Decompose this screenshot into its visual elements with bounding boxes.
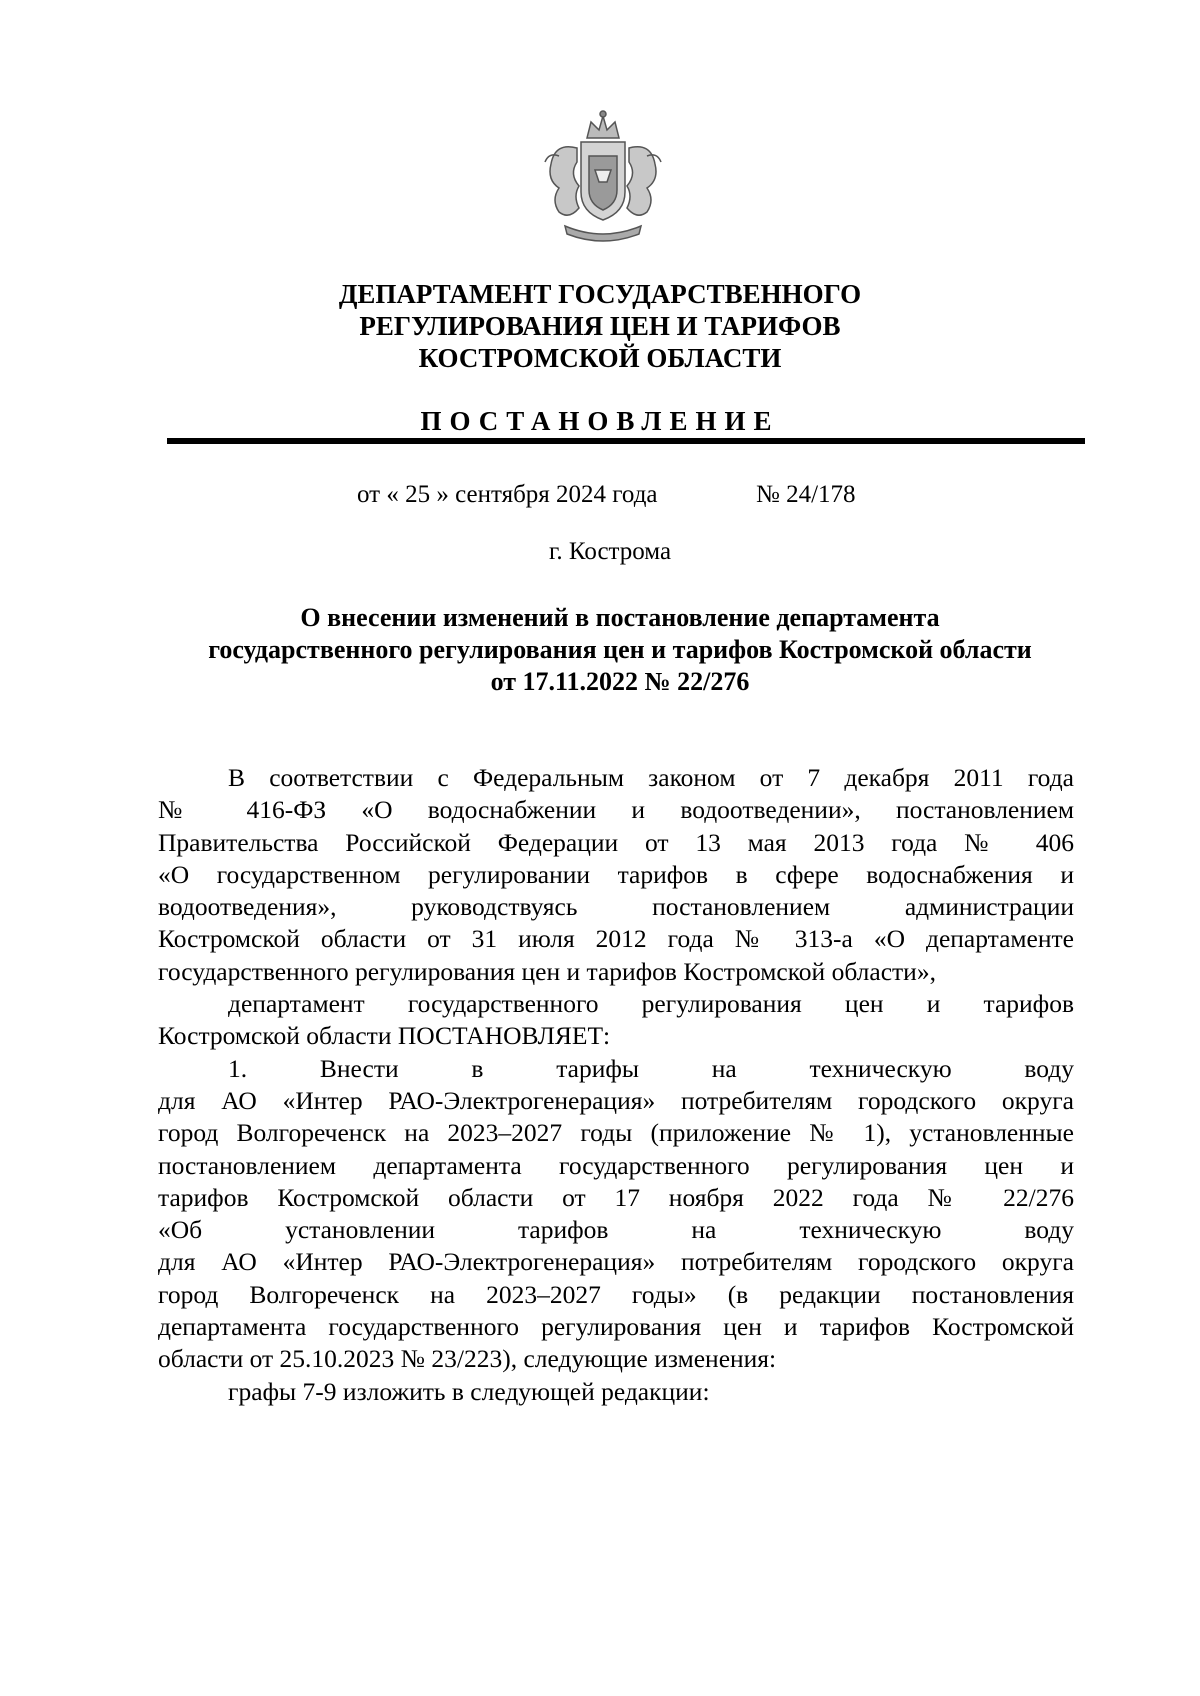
body-line: «О государственном регулировании тарифов в сфере водоснабжения и bbox=[158, 859, 1074, 889]
document-body bbox=[158, 762, 1074, 1408]
subject-line: государственного регулирования цен и тарифов Костромской области bbox=[208, 635, 1032, 664]
body-line: водоотведения», руководствуясь постановлением администрации bbox=[158, 892, 1074, 922]
org-line: ДЕПАРТАМЕНТ ГОСУДАРСТВЕННОГО bbox=[338, 279, 862, 309]
body-line: № 416-ФЗ «О водоснабжении и водоотведении», постановлением bbox=[158, 795, 1074, 825]
body-line: для АО «Интер РАО-Электрогенерация» потребителям городского округа bbox=[158, 1085, 1074, 1115]
org-line: КОСТРОМСКОЙ ОБЛАСТИ bbox=[418, 343, 782, 373]
body-line: государственного регулирования цен и тарифов Костромской области», bbox=[158, 956, 936, 986]
document-type-heading: ПОСТАНОВЛЕНИЕ bbox=[420, 406, 780, 436]
body-line: департамента государственного регулирования цен и тарифов Костромской bbox=[158, 1312, 1074, 1342]
organization-name bbox=[200, 278, 1000, 374]
body-line: Правительства Российской Федерации от 13 мая 2013 года № 406 bbox=[158, 827, 1074, 857]
subject-line: О внесении изменений в постановление департамента bbox=[300, 603, 940, 632]
document-subject bbox=[140, 602, 1100, 698]
body-line: тарифов Костромской области от 17 ноября 2022 года № 22/276 bbox=[158, 1182, 1074, 1212]
document-date: от « 25 » сентября 2024 года bbox=[357, 481, 658, 508]
body-line: постановлением департамента государственного регулирования цен и bbox=[158, 1150, 1074, 1180]
body-line: графы 7-9 изложить в следующей редакции: bbox=[228, 1376, 710, 1406]
subject-line: от 17.11.2022 № 22/276 bbox=[490, 667, 750, 696]
city: г. Кострома bbox=[548, 538, 672, 565]
body-line: «Об установлении тарифов на техническую воду bbox=[158, 1215, 1074, 1245]
body-line: области от 25.10.2023 № 23/223), следующие изменения: bbox=[158, 1344, 777, 1374]
body-line: Костромской области от 31 июля 2012 года № 313-а «О департаменте bbox=[158, 924, 1074, 954]
body-line: 1. Внести в тарифы на техническую воду bbox=[228, 1053, 1074, 1083]
header-divider bbox=[167, 438, 1085, 444]
org-line: РЕГУЛИРОВАНИЯ ЦЕН И ТАРИФОВ bbox=[359, 311, 841, 341]
body-line: департамент государственного регулирования цен и тарифов bbox=[228, 989, 1074, 1019]
body-line: В соответствии с Федеральным законом от 7 декабря 2011 года bbox=[228, 763, 1074, 792]
body-line: город Волгореченск на 2023–2027 годы (приложение № 1), установленные bbox=[158, 1118, 1074, 1148]
body-line: Костромской области ПОСТАНОВЛЯЕТ: bbox=[158, 1021, 611, 1051]
body-line: для АО «Интер РАО-Электрогенерация» потребителям городского округа bbox=[158, 1247, 1074, 1277]
document-number: № 24/178 bbox=[756, 481, 856, 508]
body-line: город Волгореченск на 2023–2027 годы» (в редакции постановления bbox=[158, 1279, 1074, 1309]
kostroma-region-coat-of-arms-icon bbox=[529, 108, 677, 248]
